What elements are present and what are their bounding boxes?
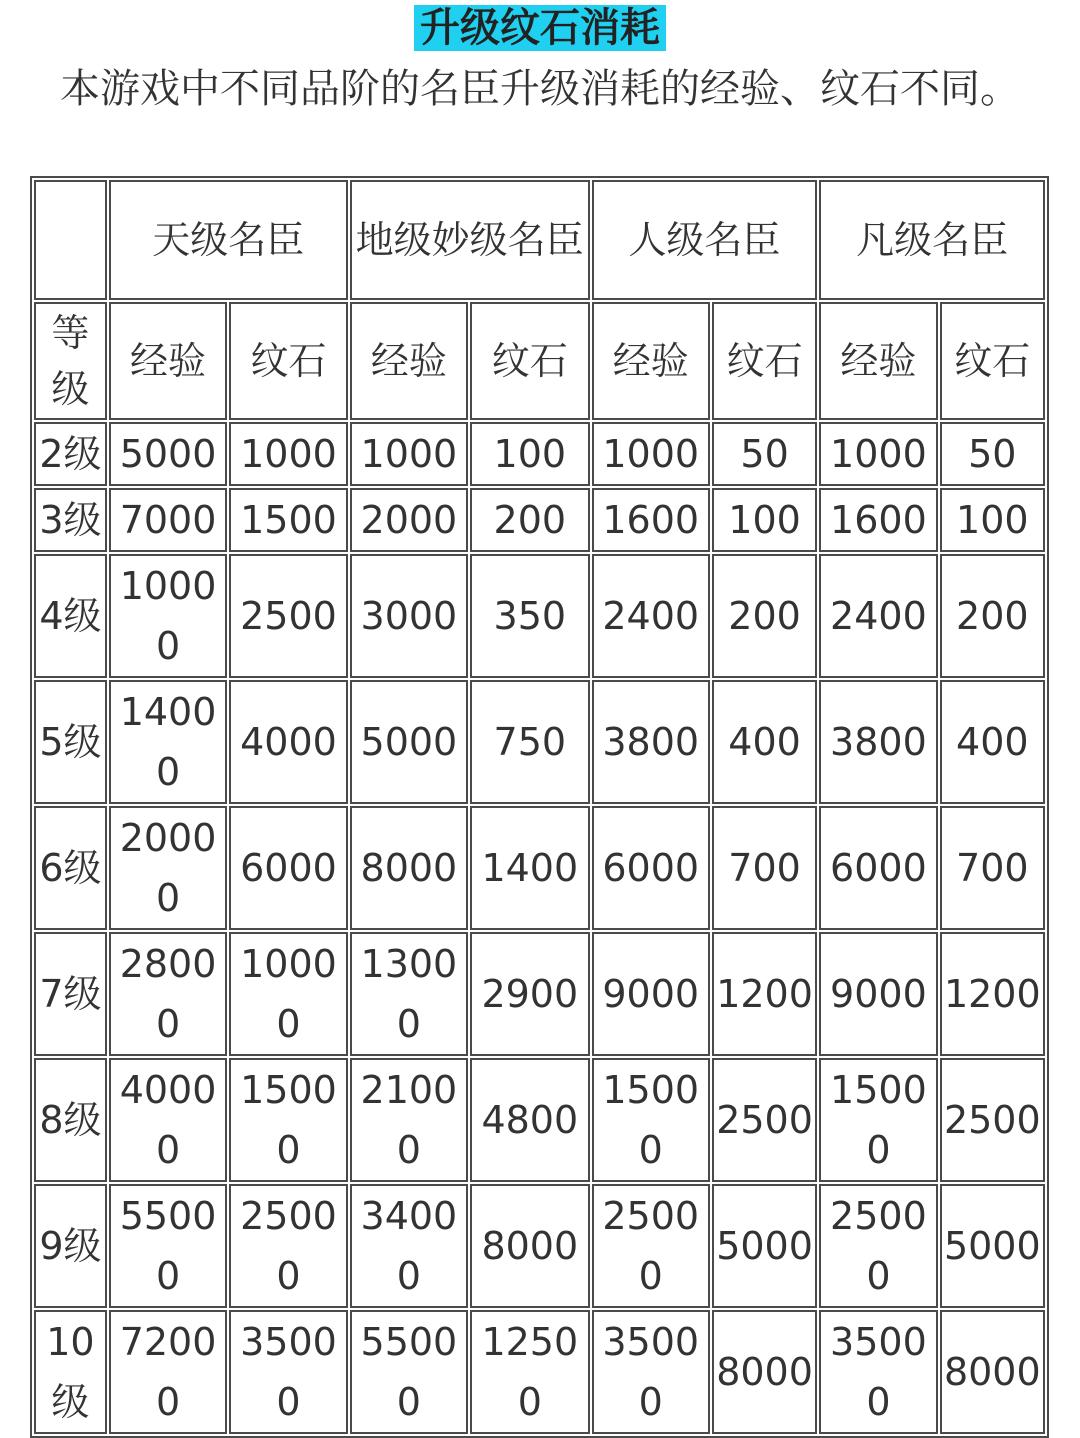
tian-exp-cell: 14000 [109,680,227,804]
sub-header-exp: 经验 [350,302,468,420]
di-exp-cell: 34000 [350,1184,468,1308]
sub-header-row [34,302,1045,420]
tian-exp-cell: 20000 [109,806,227,930]
level-header: 等级 [34,302,107,420]
level-cell: 2级 [34,422,107,486]
tian-stone-cell: 15000 [229,1058,347,1182]
tian-exp-cell: 55000 [109,1184,227,1308]
page-title [0,2,1080,54]
corner-cell [34,180,107,300]
di-stone-cell: 8000 [470,1184,589,1308]
group-header-fan: 凡级名臣 [819,180,1045,300]
tian-exp-cell: 40000 [109,1058,227,1182]
ren-stone-cell: 50 [712,422,817,486]
level-cell: 9级 [34,1184,107,1308]
tian-stone-cell: 2500 [229,554,347,678]
tian-stone-cell: 1500 [229,488,347,552]
fan-stone-cell: 400 [940,680,1045,804]
fan-exp-cell: 1600 [819,488,937,552]
group-header-row [34,180,1045,300]
di-exp-cell: 8000 [350,806,468,930]
sub-header-exp: 经验 [109,302,227,420]
di-exp-cell: 13000 [350,932,468,1056]
tian-stone-cell: 1000 [229,422,347,486]
fan-exp-cell: 1000 [819,422,937,486]
tian-exp-cell: 5000 [109,422,227,486]
level-cell: 8级 [34,1058,107,1182]
di-exp-cell: 2000 [350,488,468,552]
fan-exp-cell: 15000 [819,1058,937,1182]
di-stone-cell: 12500 [470,1310,589,1434]
di-stone-cell: 1400 [470,806,589,930]
ren-exp-cell: 1600 [592,488,710,552]
ren-exp-cell: 3800 [592,680,710,804]
table-row [34,1310,1045,1434]
group-header-di: 地级妙级名臣 [350,180,590,300]
fan-stone-cell: 8000 [940,1310,1045,1434]
fan-exp-cell: 6000 [819,806,937,930]
fan-stone-cell: 200 [940,554,1045,678]
tian-exp-cell: 7000 [109,488,227,552]
ren-exp-cell: 25000 [592,1184,710,1308]
group-header-ren: 人级名臣 [592,180,818,300]
di-stone-cell: 350 [470,554,589,678]
ren-stone-cell: 100 [712,488,817,552]
tian-stone-cell: 4000 [229,680,347,804]
di-exp-cell: 21000 [350,1058,468,1182]
tian-stone-cell: 10000 [229,932,347,1056]
ren-exp-cell: 15000 [592,1058,710,1182]
level-cell: 4级 [34,554,107,678]
table-row [34,554,1045,678]
ren-stone-cell: 400 [712,680,817,804]
level-cell: 5级 [34,680,107,804]
level-cell: 10级 [34,1310,107,1434]
di-stone-cell: 100 [470,422,589,486]
fan-stone-cell: 5000 [940,1184,1045,1308]
sub-header-exp: 经验 [819,302,937,420]
fan-stone-cell: 1200 [940,932,1045,1056]
fan-exp-cell: 2400 [819,554,937,678]
di-stone-cell: 2900 [470,932,589,1056]
fan-stone-cell: 100 [940,488,1045,552]
tian-exp-cell: 10000 [109,554,227,678]
tian-stone-cell: 6000 [229,806,347,930]
di-exp-cell: 3000 [350,554,468,678]
level-cell: 7级 [34,932,107,1056]
tian-exp-cell: 28000 [109,932,227,1056]
di-stone-cell: 200 [470,488,589,552]
sub-header-exp: 经验 [592,302,710,420]
title-highlight: 升级纹石消耗 [414,5,666,51]
level-cell: 3级 [34,488,107,552]
ren-exp-cell: 35000 [592,1310,710,1434]
tian-stone-cell: 35000 [229,1310,347,1434]
fan-exp-cell: 35000 [819,1310,937,1434]
group-header-tian: 天级名臣 [109,180,348,300]
cost-table [30,176,1049,1438]
di-stone-cell: 750 [470,680,589,804]
ren-exp-cell: 2400 [592,554,710,678]
ren-stone-cell: 200 [712,554,817,678]
di-exp-cell: 1000 [350,422,468,486]
sub-header-stone: 纹石 [940,302,1045,420]
sub-header-stone: 纹石 [470,302,589,420]
table-row [34,680,1045,804]
table-row [34,1184,1045,1308]
fan-stone-cell: 50 [940,422,1045,486]
table-row [34,1058,1045,1182]
ren-stone-cell: 700 [712,806,817,930]
ren-exp-cell: 1000 [592,422,710,486]
ren-exp-cell: 6000 [592,806,710,930]
table-row [34,932,1045,1056]
di-stone-cell: 4800 [470,1058,589,1182]
fan-exp-cell: 25000 [819,1184,937,1308]
table-row [34,806,1045,930]
ren-stone-cell: 8000 [712,1310,817,1434]
tian-stone-cell: 25000 [229,1184,347,1308]
ren-stone-cell: 2500 [712,1058,817,1182]
table-row [34,422,1045,486]
tian-exp-cell: 72000 [109,1310,227,1434]
fan-exp-cell: 9000 [819,932,937,1056]
level-cell: 6级 [34,806,107,930]
sub-header-stone: 纹石 [712,302,817,420]
di-exp-cell: 5000 [350,680,468,804]
fan-exp-cell: 3800 [819,680,937,804]
intro-text: 本游戏中不同品阶的名臣升级消耗的经验、纹石不同。 [60,66,1020,112]
table-row [34,488,1045,552]
fan-stone-cell: 2500 [940,1058,1045,1182]
ren-stone-cell: 5000 [712,1184,817,1308]
sub-header-stone: 纹石 [229,302,347,420]
ren-exp-cell: 9000 [592,932,710,1056]
fan-stone-cell: 700 [940,806,1045,930]
ren-stone-cell: 1200 [712,932,817,1056]
di-exp-cell: 55000 [350,1310,468,1434]
